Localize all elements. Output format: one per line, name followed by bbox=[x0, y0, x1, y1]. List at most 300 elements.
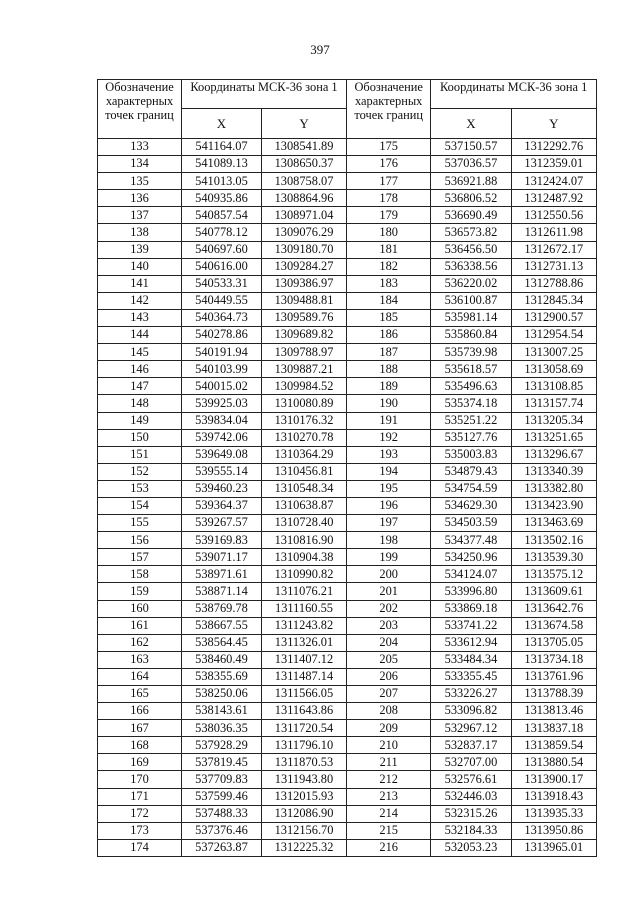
table-row bbox=[98, 292, 347, 309]
y-coordinate-cell: 1313502.16 bbox=[511, 532, 596, 549]
table-body-left bbox=[98, 139, 347, 857]
x-coordinate-cell: 537709.83 bbox=[182, 771, 262, 788]
x-coordinate-cell: 540935.86 bbox=[182, 190, 262, 207]
point-number-cell: 206 bbox=[347, 668, 431, 685]
y-coordinate-cell: 1311243.82 bbox=[262, 617, 347, 634]
x-coordinate-cell: 540616.00 bbox=[182, 258, 262, 275]
designation-header: Обозначение характерных точек границ bbox=[98, 80, 182, 139]
x-coordinate-cell: 534124.07 bbox=[431, 566, 511, 583]
table-row bbox=[98, 737, 347, 754]
y-coordinate-cell: 1310816.90 bbox=[262, 532, 347, 549]
point-number-cell: 155 bbox=[98, 515, 182, 532]
table-row bbox=[98, 788, 347, 805]
point-number-cell: 216 bbox=[347, 839, 431, 856]
y-coordinate-cell: 1311720.54 bbox=[262, 720, 347, 737]
table-row bbox=[347, 292, 597, 309]
y-coordinate-cell: 1313423.90 bbox=[511, 497, 596, 514]
y-coordinate-cell: 1311943.80 bbox=[262, 771, 347, 788]
table-row bbox=[98, 463, 347, 480]
y-coordinate-cell: 1313296.67 bbox=[511, 446, 596, 463]
x-coordinate-cell: 535374.18 bbox=[431, 395, 511, 412]
y-coordinate-cell: 1313539.30 bbox=[511, 549, 596, 566]
point-number-cell: 166 bbox=[98, 703, 182, 720]
table-row bbox=[347, 309, 597, 326]
x-coordinate-cell: 541089.13 bbox=[182, 156, 262, 173]
x-coordinate-cell: 532446.03 bbox=[431, 788, 511, 805]
y-coordinate-cell: 1312611.98 bbox=[511, 224, 596, 241]
y-coordinate-cell: 1311566.05 bbox=[262, 686, 347, 703]
x-coordinate-cell: 534879.43 bbox=[431, 463, 511, 480]
x-coordinate-cell: 540533.31 bbox=[182, 275, 262, 292]
x-coordinate-cell: 537263.87 bbox=[182, 839, 262, 856]
table-row bbox=[98, 771, 347, 788]
y-coordinate-cell: 1313705.05 bbox=[511, 634, 596, 651]
table-row bbox=[98, 839, 347, 856]
y-coordinate-cell: 1310904.38 bbox=[262, 549, 347, 566]
table-row bbox=[347, 395, 597, 412]
point-number-cell: 195 bbox=[347, 480, 431, 497]
table-row bbox=[347, 668, 597, 685]
table-row bbox=[347, 754, 597, 771]
x-coordinate-cell: 537150.57 bbox=[431, 139, 511, 156]
table-row bbox=[98, 617, 347, 634]
y-header: Y bbox=[262, 109, 347, 139]
y-coordinate-cell: 1312086.90 bbox=[262, 805, 347, 822]
point-number-cell: 191 bbox=[347, 412, 431, 429]
table-row bbox=[98, 805, 347, 822]
point-number-cell: 177 bbox=[347, 173, 431, 190]
y-coordinate-cell: 1308758.07 bbox=[262, 173, 347, 190]
table-body-right bbox=[347, 139, 597, 857]
point-number-cell: 198 bbox=[347, 532, 431, 549]
x-coordinate-cell: 537376.46 bbox=[182, 822, 262, 839]
point-number-cell: 148 bbox=[98, 395, 182, 412]
y-coordinate-cell: 1312672.17 bbox=[511, 241, 596, 258]
x-coordinate-cell: 536690.49 bbox=[431, 207, 511, 224]
point-number-cell: 149 bbox=[98, 412, 182, 429]
point-number-cell: 212 bbox=[347, 771, 431, 788]
point-number-cell: 159 bbox=[98, 583, 182, 600]
y-coordinate-cell: 1309589.76 bbox=[262, 309, 347, 326]
point-number-cell: 164 bbox=[98, 668, 182, 685]
table-row bbox=[347, 822, 597, 839]
table-row bbox=[347, 412, 597, 429]
x-coordinate-cell: 532576.61 bbox=[431, 771, 511, 788]
y-coordinate-cell: 1312788.86 bbox=[511, 275, 596, 292]
x-coordinate-cell: 540278.86 bbox=[182, 327, 262, 344]
table-row bbox=[98, 634, 347, 651]
point-number-cell: 161 bbox=[98, 617, 182, 634]
y-coordinate-cell: 1313837.18 bbox=[511, 720, 596, 737]
y-coordinate-cell: 1313788.39 bbox=[511, 686, 596, 703]
point-number-cell: 188 bbox=[347, 361, 431, 378]
table-row bbox=[98, 686, 347, 703]
y-coordinate-cell: 1310456.81 bbox=[262, 463, 347, 480]
point-number-cell: 163 bbox=[98, 651, 182, 668]
y-coordinate-cell: 1313859.54 bbox=[511, 737, 596, 754]
coordinates-tables bbox=[97, 79, 597, 857]
x-coordinate-cell: 532837.17 bbox=[431, 737, 511, 754]
table-row bbox=[347, 651, 597, 668]
table-row bbox=[347, 241, 597, 258]
y-coordinate-cell: 1310270.78 bbox=[262, 429, 347, 446]
y-coordinate-cell: 1313157.74 bbox=[511, 395, 596, 412]
x-coordinate-cell: 540857.54 bbox=[182, 207, 262, 224]
point-number-cell: 143 bbox=[98, 309, 182, 326]
x-coordinate-cell: 536921.88 bbox=[431, 173, 511, 190]
table-row bbox=[347, 532, 597, 549]
y-coordinate-cell: 1309488.81 bbox=[262, 292, 347, 309]
y-coordinate-cell: 1313340.39 bbox=[511, 463, 596, 480]
table-row bbox=[347, 720, 597, 737]
point-number-cell: 144 bbox=[98, 327, 182, 344]
table-row bbox=[347, 156, 597, 173]
point-number-cell: 136 bbox=[98, 190, 182, 207]
point-number-cell: 138 bbox=[98, 224, 182, 241]
point-number-cell: 165 bbox=[98, 686, 182, 703]
y-coordinate-cell: 1313900.17 bbox=[511, 771, 596, 788]
table-row bbox=[98, 207, 347, 224]
y-coordinate-cell: 1310548.34 bbox=[262, 480, 347, 497]
table-row bbox=[98, 720, 347, 737]
x-coordinate-cell: 540364.73 bbox=[182, 309, 262, 326]
point-number-cell: 182 bbox=[347, 258, 431, 275]
point-number-cell: 170 bbox=[98, 771, 182, 788]
y-coordinate-cell: 1313463.69 bbox=[511, 515, 596, 532]
table-row bbox=[347, 634, 597, 651]
table-row bbox=[98, 583, 347, 600]
point-number-cell: 190 bbox=[347, 395, 431, 412]
table-row bbox=[98, 600, 347, 617]
x-coordinate-cell: 534250.96 bbox=[431, 549, 511, 566]
table-row bbox=[347, 258, 597, 275]
point-number-cell: 133 bbox=[98, 139, 182, 156]
y-coordinate-cell: 1311487.14 bbox=[262, 668, 347, 685]
table-row bbox=[98, 822, 347, 839]
table-row bbox=[98, 275, 347, 292]
y-coordinate-cell: 1313761.96 bbox=[511, 668, 596, 685]
table-row bbox=[347, 344, 597, 361]
table-row bbox=[347, 463, 597, 480]
table-row bbox=[98, 480, 347, 497]
table-row bbox=[98, 515, 347, 532]
point-number-cell: 151 bbox=[98, 446, 182, 463]
table-row bbox=[98, 327, 347, 344]
x-coordinate-cell: 538871.14 bbox=[182, 583, 262, 600]
point-number-cell: 189 bbox=[347, 378, 431, 395]
table-row bbox=[347, 139, 597, 156]
table-row bbox=[347, 566, 597, 583]
point-number-cell: 205 bbox=[347, 651, 431, 668]
x-coordinate-cell: 536220.02 bbox=[431, 275, 511, 292]
x-coordinate-cell: 541164.07 bbox=[182, 139, 262, 156]
y-coordinate-cell: 1312156.70 bbox=[262, 822, 347, 839]
x-coordinate-cell: 534754.59 bbox=[431, 480, 511, 497]
y-coordinate-cell: 1313813.46 bbox=[511, 703, 596, 720]
x-coordinate-cell: 539364.37 bbox=[182, 497, 262, 514]
point-number-cell: 194 bbox=[347, 463, 431, 480]
y-coordinate-cell: 1313382.80 bbox=[511, 480, 596, 497]
y-coordinate-cell: 1310990.82 bbox=[262, 566, 347, 583]
x-coordinate-cell: 539925.03 bbox=[182, 395, 262, 412]
point-number-cell: 187 bbox=[347, 344, 431, 361]
point-number-cell: 142 bbox=[98, 292, 182, 309]
point-number-cell: 173 bbox=[98, 822, 182, 839]
x-coordinate-cell: 538250.06 bbox=[182, 686, 262, 703]
x-coordinate-cell: 533096.82 bbox=[431, 703, 511, 720]
table-row bbox=[98, 361, 347, 378]
table-row bbox=[347, 429, 597, 446]
y-coordinate-cell: 1311870.53 bbox=[262, 754, 347, 771]
table-row bbox=[347, 327, 597, 344]
y-coordinate-cell: 1310080.89 bbox=[262, 395, 347, 412]
x-coordinate-cell: 533226.27 bbox=[431, 686, 511, 703]
table-row bbox=[347, 617, 597, 634]
table-row bbox=[98, 224, 347, 241]
point-number-cell: 168 bbox=[98, 737, 182, 754]
table-row bbox=[98, 344, 347, 361]
x-coordinate-cell: 535496.63 bbox=[431, 378, 511, 395]
y-header: Y bbox=[511, 109, 596, 139]
point-number-cell: 192 bbox=[347, 429, 431, 446]
y-coordinate-cell: 1313918.43 bbox=[511, 788, 596, 805]
x-coordinate-cell: 539460.23 bbox=[182, 480, 262, 497]
y-coordinate-cell: 1311326.01 bbox=[262, 634, 347, 651]
point-number-cell: 171 bbox=[98, 788, 182, 805]
point-number-cell: 213 bbox=[347, 788, 431, 805]
table-row bbox=[98, 173, 347, 190]
table-row bbox=[98, 566, 347, 583]
x-coordinate-cell: 534629.30 bbox=[431, 497, 511, 514]
y-coordinate-cell: 1313609.61 bbox=[511, 583, 596, 600]
table-row bbox=[98, 190, 347, 207]
table-row bbox=[347, 703, 597, 720]
y-coordinate-cell: 1312954.54 bbox=[511, 327, 596, 344]
table-row bbox=[98, 429, 347, 446]
table-row bbox=[347, 378, 597, 395]
table-row bbox=[347, 497, 597, 514]
point-number-cell: 196 bbox=[347, 497, 431, 514]
x-coordinate-cell: 532707.00 bbox=[431, 754, 511, 771]
y-coordinate-cell: 1313108.85 bbox=[511, 378, 596, 395]
point-number-cell: 179 bbox=[347, 207, 431, 224]
y-coordinate-cell: 1309076.29 bbox=[262, 224, 347, 241]
y-coordinate-cell: 1313642.76 bbox=[511, 600, 596, 617]
y-coordinate-cell: 1310176.32 bbox=[262, 412, 347, 429]
point-number-cell: 202 bbox=[347, 600, 431, 617]
point-number-cell: 152 bbox=[98, 463, 182, 480]
table-row bbox=[98, 309, 347, 326]
y-coordinate-cell: 1311643.86 bbox=[262, 703, 347, 720]
y-coordinate-cell: 1312900.57 bbox=[511, 309, 596, 326]
designation-header: Обозначение характерных точек границ bbox=[347, 80, 431, 139]
table-row bbox=[98, 139, 347, 156]
point-number-cell: 209 bbox=[347, 720, 431, 737]
point-number-cell: 157 bbox=[98, 549, 182, 566]
point-number-cell: 169 bbox=[98, 754, 182, 771]
x-coordinate-cell: 539071.17 bbox=[182, 549, 262, 566]
x-coordinate-cell: 534377.48 bbox=[431, 532, 511, 549]
x-coordinate-cell: 537819.45 bbox=[182, 754, 262, 771]
point-number-cell: 207 bbox=[347, 686, 431, 703]
table-row bbox=[347, 207, 597, 224]
table-row bbox=[98, 241, 347, 258]
table-row bbox=[98, 532, 347, 549]
table-row bbox=[98, 703, 347, 720]
y-coordinate-cell: 1311160.55 bbox=[262, 600, 347, 617]
coordinates-table-right bbox=[346, 79, 597, 857]
point-number-cell: 193 bbox=[347, 446, 431, 463]
point-number-cell: 204 bbox=[347, 634, 431, 651]
point-number-cell: 199 bbox=[347, 549, 431, 566]
x-coordinate-cell: 536100.87 bbox=[431, 292, 511, 309]
y-coordinate-cell: 1313575.12 bbox=[511, 566, 596, 583]
y-coordinate-cell: 1312487.92 bbox=[511, 190, 596, 207]
table-row bbox=[347, 275, 597, 292]
table-row bbox=[347, 788, 597, 805]
y-coordinate-cell: 1313007.25 bbox=[511, 344, 596, 361]
x-coordinate-cell: 538971.61 bbox=[182, 566, 262, 583]
y-coordinate-cell: 1313950.86 bbox=[511, 822, 596, 839]
x-coordinate-cell: 539169.83 bbox=[182, 532, 262, 549]
point-number-cell: 211 bbox=[347, 754, 431, 771]
table-row bbox=[347, 190, 597, 207]
x-coordinate-cell: 539649.08 bbox=[182, 446, 262, 463]
point-number-cell: 210 bbox=[347, 737, 431, 754]
x-header: X bbox=[431, 109, 511, 139]
point-number-cell: 214 bbox=[347, 805, 431, 822]
point-number-cell: 153 bbox=[98, 480, 182, 497]
table-row bbox=[347, 686, 597, 703]
point-number-cell: 197 bbox=[347, 515, 431, 532]
point-number-cell: 154 bbox=[98, 497, 182, 514]
y-coordinate-cell: 1313734.18 bbox=[511, 651, 596, 668]
x-coordinate-cell: 533869.18 bbox=[431, 600, 511, 617]
x-coordinate-cell: 538143.61 bbox=[182, 703, 262, 720]
x-coordinate-cell: 540449.55 bbox=[182, 292, 262, 309]
y-coordinate-cell: 1311796.10 bbox=[262, 737, 347, 754]
y-coordinate-cell: 1309887.21 bbox=[262, 361, 347, 378]
x-coordinate-cell: 532967.12 bbox=[431, 720, 511, 737]
point-number-cell: 135 bbox=[98, 173, 182, 190]
x-header: X bbox=[182, 109, 262, 139]
y-coordinate-cell: 1312359.01 bbox=[511, 156, 596, 173]
table-row bbox=[98, 497, 347, 514]
coordinates-table-left bbox=[97, 79, 347, 857]
y-coordinate-cell: 1309689.82 bbox=[262, 327, 347, 344]
y-coordinate-cell: 1308971.04 bbox=[262, 207, 347, 224]
table-row bbox=[98, 754, 347, 771]
y-coordinate-cell: 1310638.87 bbox=[262, 497, 347, 514]
y-coordinate-cell: 1312292.76 bbox=[511, 139, 596, 156]
y-coordinate-cell: 1309180.70 bbox=[262, 241, 347, 258]
point-number-cell: 180 bbox=[347, 224, 431, 241]
x-coordinate-cell: 535739.98 bbox=[431, 344, 511, 361]
table-row bbox=[347, 224, 597, 241]
x-coordinate-cell: 532315.26 bbox=[431, 805, 511, 822]
y-coordinate-cell: 1313880.54 bbox=[511, 754, 596, 771]
x-coordinate-cell: 532184.33 bbox=[431, 822, 511, 839]
x-coordinate-cell: 535003.83 bbox=[431, 446, 511, 463]
point-number-cell: 134 bbox=[98, 156, 182, 173]
point-number-cell: 160 bbox=[98, 600, 182, 617]
x-coordinate-cell: 541013.05 bbox=[182, 173, 262, 190]
y-coordinate-cell: 1308541.89 bbox=[262, 139, 347, 156]
y-coordinate-cell: 1312225.32 bbox=[262, 839, 347, 856]
x-coordinate-cell: 533612.94 bbox=[431, 634, 511, 651]
y-coordinate-cell: 1310364.29 bbox=[262, 446, 347, 463]
point-number-cell: 178 bbox=[347, 190, 431, 207]
x-coordinate-cell: 535251.22 bbox=[431, 412, 511, 429]
table-row bbox=[347, 173, 597, 190]
point-number-cell: 174 bbox=[98, 839, 182, 856]
point-number-cell: 201 bbox=[347, 583, 431, 600]
coordinates-header: Координаты МСК-36 зона 1 bbox=[431, 80, 597, 109]
y-coordinate-cell: 1313674.58 bbox=[511, 617, 596, 634]
y-coordinate-cell: 1308650.37 bbox=[262, 156, 347, 173]
point-number-cell: 184 bbox=[347, 292, 431, 309]
y-coordinate-cell: 1310728.40 bbox=[262, 515, 347, 532]
point-number-cell: 186 bbox=[347, 327, 431, 344]
point-number-cell: 140 bbox=[98, 258, 182, 275]
x-coordinate-cell: 535618.57 bbox=[431, 361, 511, 378]
y-coordinate-cell: 1308864.96 bbox=[262, 190, 347, 207]
point-number-cell: 200 bbox=[347, 566, 431, 583]
x-coordinate-cell: 537488.33 bbox=[182, 805, 262, 822]
table-row bbox=[347, 583, 597, 600]
table-row bbox=[347, 446, 597, 463]
x-coordinate-cell: 535981.14 bbox=[431, 309, 511, 326]
x-coordinate-cell: 535127.76 bbox=[431, 429, 511, 446]
table-row bbox=[98, 549, 347, 566]
y-coordinate-cell: 1312424.07 bbox=[511, 173, 596, 190]
x-coordinate-cell: 537599.46 bbox=[182, 788, 262, 805]
point-number-cell: 141 bbox=[98, 275, 182, 292]
x-coordinate-cell: 536573.82 bbox=[431, 224, 511, 241]
x-coordinate-cell: 538355.69 bbox=[182, 668, 262, 685]
x-coordinate-cell: 539742.06 bbox=[182, 429, 262, 446]
x-coordinate-cell: 538667.55 bbox=[182, 617, 262, 634]
x-coordinate-cell: 539834.04 bbox=[182, 412, 262, 429]
y-coordinate-cell: 1313965.01 bbox=[511, 839, 596, 856]
x-coordinate-cell: 537036.57 bbox=[431, 156, 511, 173]
y-coordinate-cell: 1309386.97 bbox=[262, 275, 347, 292]
x-coordinate-cell: 539555.14 bbox=[182, 463, 262, 480]
y-coordinate-cell: 1312015.93 bbox=[262, 788, 347, 805]
point-number-cell: 139 bbox=[98, 241, 182, 258]
table-row bbox=[98, 651, 347, 668]
point-number-cell: 162 bbox=[98, 634, 182, 651]
x-coordinate-cell: 540697.60 bbox=[182, 241, 262, 258]
y-coordinate-cell: 1312845.34 bbox=[511, 292, 596, 309]
table-row bbox=[347, 600, 597, 617]
x-coordinate-cell: 536456.50 bbox=[431, 241, 511, 258]
x-coordinate-cell: 533484.34 bbox=[431, 651, 511, 668]
x-coordinate-cell: 539267.57 bbox=[182, 515, 262, 532]
x-coordinate-cell: 540015.02 bbox=[182, 378, 262, 395]
x-coordinate-cell: 538036.35 bbox=[182, 720, 262, 737]
y-coordinate-cell: 1309284.27 bbox=[262, 258, 347, 275]
x-coordinate-cell: 533355.45 bbox=[431, 668, 511, 685]
y-coordinate-cell: 1312731.13 bbox=[511, 258, 596, 275]
y-coordinate-cell: 1313058.69 bbox=[511, 361, 596, 378]
table-row bbox=[347, 549, 597, 566]
point-number-cell: 167 bbox=[98, 720, 182, 737]
table-row bbox=[347, 839, 597, 856]
table-row bbox=[98, 395, 347, 412]
table-row bbox=[98, 412, 347, 429]
point-number-cell: 156 bbox=[98, 532, 182, 549]
